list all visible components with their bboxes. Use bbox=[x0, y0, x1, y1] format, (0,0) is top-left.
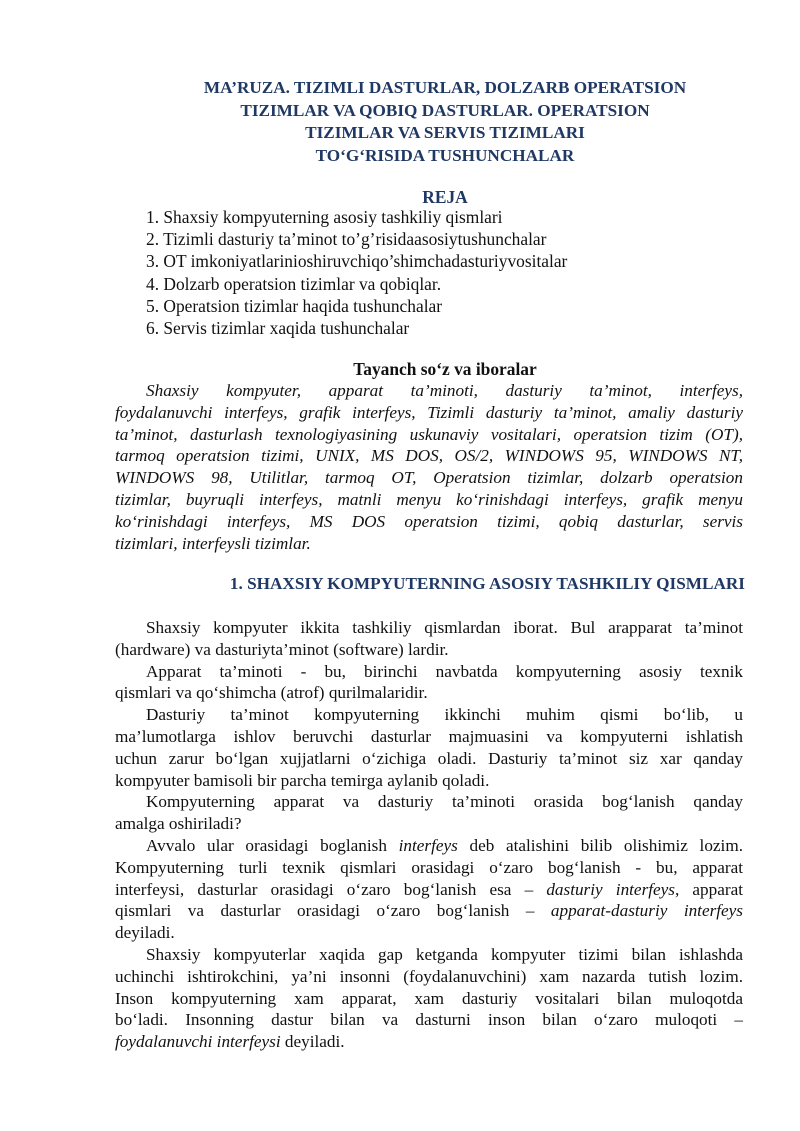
section-heading: 1. SHAXSIY KOMPYUTERNING ASOSIY TASHKILIY QISMLARI bbox=[229, 574, 745, 593]
paragraph-line bbox=[115, 1031, 743, 1053]
paragraph-line: kompyuter bamisoli bir parcha temirga aylanib qoladi. bbox=[115, 770, 490, 790]
plan-heading: REJA bbox=[422, 187, 468, 207]
plan-item: 2. Tizimli dasturiy ta’minot to’g’risidaasosiytushunchalar bbox=[146, 229, 547, 250]
text-run: deb atalishini bilib olishimiz lozim. bbox=[457, 835, 743, 855]
paragraph-line: Apparat ta’minoti - bu, birinchi navbatda kompyuterning asosiy texnik bbox=[146, 661, 743, 681]
keywords-line: Shaxsiy kompyuter, apparat ta’minoti, dasturiy ta’minot, interfeys, bbox=[146, 381, 743, 400]
plan-item: 3. OT imkoniyatlarinioshiruvchiqo’shimchadasturiyvositalar bbox=[146, 251, 568, 272]
keywords-line: ta’minot, dasturlash texnologiyasining uskunaviy vositalari, operatsion tizim (OT), bbox=[115, 424, 743, 444]
keywords-line: ko‘rinishdagi interfeys, MS DOS operatsion tizimi, qobiq dasturlar, servis bbox=[115, 511, 743, 531]
keywords-line: foydalanuvchi interfeys, grafik interfeys, Tizimli dasturiy ta’minot, amaliy dasturiy bbox=[115, 402, 743, 422]
paragraph-line: qismlari va qo‘shimcha (atrof) qurilmalaridir. bbox=[115, 683, 428, 703]
paragraph-line: Kompyuterning apparat va dasturiy ta’minoti orasida bog‘lanish qanday bbox=[146, 792, 743, 812]
plan-item: 6. Servis tizimlar xaqida tushunchalar bbox=[146, 318, 410, 339]
paragraph-line: uchun zarur bo‘lgan xujjatlarni o‘zichiga oladi. Dasturiy ta’minot siz xar qanday bbox=[115, 748, 743, 768]
emphasis-term: foydalanuvchi interfeysi bbox=[115, 1032, 281, 1052]
keywords-line: tizimlar, buyruqli interfeys, matnli menyu ko‘rinishdagi interfeys, grafik menyu bbox=[115, 489, 743, 509]
text-run: qismlari va dasturlar orasidagi o‘zaro bog‘lanish – bbox=[115, 901, 551, 921]
paragraph-line: deyiladi. bbox=[115, 923, 175, 943]
paragraph-line: amalga oshiriladi? bbox=[115, 814, 242, 834]
section-body bbox=[115, 617, 743, 1053]
emphasis-term: apparat-dasturiy interfeys bbox=[550, 901, 743, 921]
keywords-line: WINDOWS 98, Utilitlar, tarmoq OT, Operatsion tizimlar, dolzarb operatsion bbox=[115, 468, 743, 488]
paragraph-line: Shaxsiy kompyuter ikkita tashkiliy qismlardan iborat. Bul arapparat ta’minot bbox=[146, 618, 743, 637]
paragraph-line: Inson kompyuterning xam apparat, xam dasturiy vositalari bilan muloqotda bbox=[115, 988, 743, 1008]
plan-list bbox=[146, 206, 567, 339]
keywords-line: tizimlari, interfeysli tizimlar. bbox=[115, 533, 311, 553]
title-line: MA’RUZA. TIZIMLI DASTURLAR, DOLZARB OPERATSION bbox=[203, 78, 687, 97]
emphasis-term: dasturiy interfeys bbox=[546, 879, 675, 899]
paragraph-line: ma’lumotlarga ishlov beruvchi dasturlar majmuasini va kompyuterni ishlatish bbox=[115, 726, 743, 746]
text-run: deyiladi. bbox=[280, 1032, 345, 1052]
keywords-heading: Tayanch so‘z va iboralar bbox=[353, 359, 537, 379]
plan-item: 4. Dolzarb operatsion tizimlar va qobiqlar. bbox=[146, 273, 442, 294]
text-run: , apparat bbox=[674, 879, 743, 899]
keywords-line: tarmoq operatsion tizimi, UNIX, MS DOS, OS/2, WINDOWS 95, WINDOWS NT, bbox=[115, 446, 743, 466]
plan-item: 5. Operatsion tizimlar haqida tushunchalar bbox=[146, 295, 443, 316]
paragraph-line bbox=[115, 900, 743, 922]
text-run: Avvalo ular orasidagi boglanish bbox=[146, 835, 399, 855]
keywords-paragraph bbox=[115, 380, 743, 554]
title-line: TIZIMLAR VA QOBIQ DASTURLAR. OPERATSION bbox=[240, 100, 650, 120]
title-line: TIZIMLAR VA SERVIS TIZIMLARI bbox=[305, 123, 585, 142]
text-run: interfeysi, dasturlar orasidagi o‘zaro bog‘lanish esa – bbox=[115, 879, 547, 899]
title-line: TO‘G‘RISIDA TUSHUNCHALAR bbox=[315, 145, 575, 165]
paragraph-line: Shaxsiy kompyuterlar xaqida gap ketganda kompyuter tizimi bilan ishlashda bbox=[146, 944, 743, 964]
plan-item: 1. Shaxsiy kompyuterning asosiy tashkiliy qismlari bbox=[146, 207, 503, 227]
paragraph-line: bo‘ladi. Insonning dastur bilan va dasturni inson bilan o‘zaro muloqoti – bbox=[115, 1010, 743, 1030]
paragraph-line: uchinchi ishtirokchini, ya’ni insonni (foydalanuvchini) xam nazarda tutish lozim. bbox=[115, 966, 743, 986]
paragraph-line: Dasturiy ta’minot kompyuterning ikkinchi muhim qismi bo‘lib, u bbox=[146, 705, 743, 725]
paragraph-line: Kompyuterning turli texnik qismlari orasidagi o‘zaro bog‘lanish - bu, apparat bbox=[115, 857, 743, 877]
paragraph-line bbox=[115, 835, 743, 857]
lecture-title bbox=[115, 77, 775, 167]
paragraph-line bbox=[115, 879, 743, 901]
emphasis-term: interfeys bbox=[398, 835, 458, 855]
paragraph-line: (hardware) va dasturiyta’minot (software) lardir. bbox=[115, 639, 449, 659]
